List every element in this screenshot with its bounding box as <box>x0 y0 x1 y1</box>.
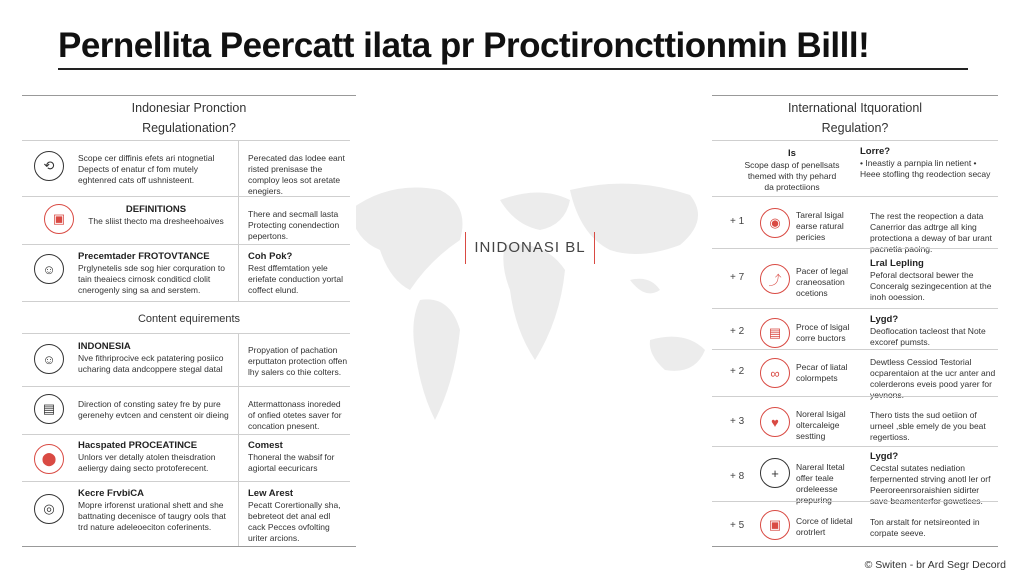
row-number: + 7 <box>730 272 745 283</box>
indonesia-person-icon: ☺ <box>34 344 64 374</box>
row-right-text: Propyation of pachation erputtaton protection offen lhy salers co thie colters. <box>248 345 348 377</box>
right-panel-subheading: Regulation? <box>821 121 889 135</box>
heart-icon: ♥ <box>760 407 790 437</box>
table-row <box>712 396 998 397</box>
column-divider <box>238 333 239 546</box>
row-right-text: Perecated das lodee eant risted prenisase the comploy leos sot aretate enegiers. <box>248 153 345 196</box>
row-right-text: Coh Pok? Rest dffemtation yele eriefate conduction yortal coffect elund. <box>248 251 343 295</box>
row-number: + 2 <box>730 326 745 337</box>
world-map-graphic <box>330 150 730 450</box>
row-number: + 8 <box>730 471 745 482</box>
row-number: + 3 <box>730 416 745 427</box>
content-requirements-heading: Content equirements <box>137 313 241 325</box>
table-row <box>712 501 998 502</box>
row-right-text: Ton arstalt for netsireonted in corpate seeve. <box>870 517 980 538</box>
table-row <box>712 248 998 249</box>
scope-icon: ⟲ <box>34 151 64 181</box>
table-row <box>22 140 350 141</box>
row-left-text: Tareral lsigal earse ratural pericies <box>796 210 844 242</box>
row-right-text: The rest the reopection a data Canerrior das adtrge all king protectiona a deway of bar urant pacnetia paoing. <box>870 211 992 254</box>
row-right-text: Lygd? Cecstal sutates nediation ferpernented strving anotl ler orf Peeroreenrsoraishien sidirter save beamenterfor gowctices. <box>870 451 991 506</box>
row-left-text: Noreral lsigal oltercaleige sestting <box>796 409 846 441</box>
row-right-text: Dewtless Cessiod Testorial ocparentaion at the ucr anter and colerderons eveis pood yarer for yevnons. <box>870 357 996 400</box>
row-number: + 2 <box>730 366 745 377</box>
row-right-text: Lew Arest Pecatt Corertionally sha, bebreteot det anal edl cack Pecces ovfolting uriter arcions. <box>248 488 341 543</box>
row-left-text: Pecar of liatal colormpets <box>796 362 848 383</box>
right-panel-heading: International Itquorationl <box>787 101 923 115</box>
table-row <box>22 333 350 334</box>
fingerprint-icon: ◎ <box>34 494 64 524</box>
table-row <box>22 386 350 387</box>
table-row <box>712 196 998 197</box>
table-row <box>712 446 998 447</box>
table-row <box>22 481 350 482</box>
row-right-text: Attermattonass inoreded of onfied otetes saver for concation pnesent. <box>248 399 342 431</box>
row-number: + 5 <box>730 520 745 531</box>
copyright-footer: © Switen - br Ard Segr Decord <box>864 559 1006 571</box>
left-panel-heading: Indonesiar Pronction <box>131 101 247 115</box>
table-row <box>22 434 350 435</box>
document-icon: ▤ <box>34 394 64 424</box>
table-row <box>712 308 998 309</box>
document-icon: ▤ <box>760 318 790 348</box>
international-regulation-panel <box>712 95 998 547</box>
chart-icon: ⤴ <box>760 264 790 294</box>
handshake-icon: ∞ <box>760 358 790 388</box>
left-panel-subheading: Regulationation? <box>142 121 236 135</box>
column-divider <box>238 141 239 301</box>
row-right-text: Thero tists the sud oetiion of urneel ,sble emely de you beat regertioss. <box>870 410 986 442</box>
page-title: Pernellita Peercatt ilata pr Proctironcttionmin Billl! <box>58 26 870 65</box>
row-left-text: Pacer of legal craneosation ocetions <box>796 266 848 298</box>
row-right-text: Lygd? Deoflocation tacleost that Note excoref pumsts. <box>870 314 986 347</box>
row-right-text: There and secmall lasta Protecting conendection pepertons. <box>248 209 340 241</box>
center-country-label: INIDONASI BL <box>465 232 595 264</box>
row-right-text: Lral Lepling Peforal dectsoral bewer the Conceralg sezingecention at the inoh ooession. <box>870 258 992 302</box>
row-left-text: Hacspated PROCEATINCE Unlors ver detally atolen theisdration aeliergy daing secto protoferecent. <box>78 440 216 473</box>
row-left-text: Nareral Itetal offer teale ordeleesse prepuring <box>796 462 845 505</box>
location-pin-icon: ⬤ <box>34 444 64 474</box>
definitions-icon: ▣ <box>44 204 74 234</box>
person-icon: ☺ <box>34 254 64 284</box>
row-left-text: Precemtader FROTOVTANCE Prglynetelis sde sog hier corquration to tain theaiecs cirnosk conditicd clolit cnerogenly sing sa and serstem. <box>78 251 225 295</box>
row-left-text: Scope cer diffinis efets ari ntognetial Depects of enatur cf fom mutely eghtenred cats off ushnisteent. <box>78 153 215 185</box>
table-row <box>22 196 350 197</box>
row-right-text: Comest Thoneral the wabsif for agiortal eecuricars <box>248 440 335 473</box>
shield-icon: ◉ <box>760 208 790 238</box>
table-row <box>712 349 998 350</box>
row-left-text: Direction of consting satey fre by pure gerenehy evtcen and censtent oir dieing <box>78 399 229 420</box>
row-left-text: INDONESIA Nve fithriprocive eck patatering posiico ucharing data andcoppere stegal datal <box>78 341 224 374</box>
title-underline <box>58 68 968 70</box>
row-left-text: Corce of lidetal orotrlert <box>796 516 853 537</box>
row-right-text: Lorre? • Ineastiy a parnpia lin netient • Heee stofling thg reodection secay <box>860 146 991 179</box>
indonesian-regulation-panel <box>22 95 356 547</box>
row-number: + 1 <box>730 216 745 227</box>
table-row <box>712 140 998 141</box>
plus-icon: + <box>760 458 790 488</box>
table-row <box>22 244 350 245</box>
row-left-text: Is Scope dasp of penellsats themed with thy pehard da protectiions <box>744 148 840 192</box>
section-divider <box>22 301 350 302</box>
row-left-text: DEFINITIONS The sliist thecto ma dresheehoaives <box>88 204 224 226</box>
row-left-text: Proce of lsigal corre buctors <box>796 322 850 343</box>
lock-document-icon: ▣ <box>760 510 790 540</box>
row-left-text: Kecre FrvbiCA Mopre irforenst urational shett and she battnating decenisce of taugry ools that trd nature adeleoeciton coferinents. <box>78 488 226 532</box>
